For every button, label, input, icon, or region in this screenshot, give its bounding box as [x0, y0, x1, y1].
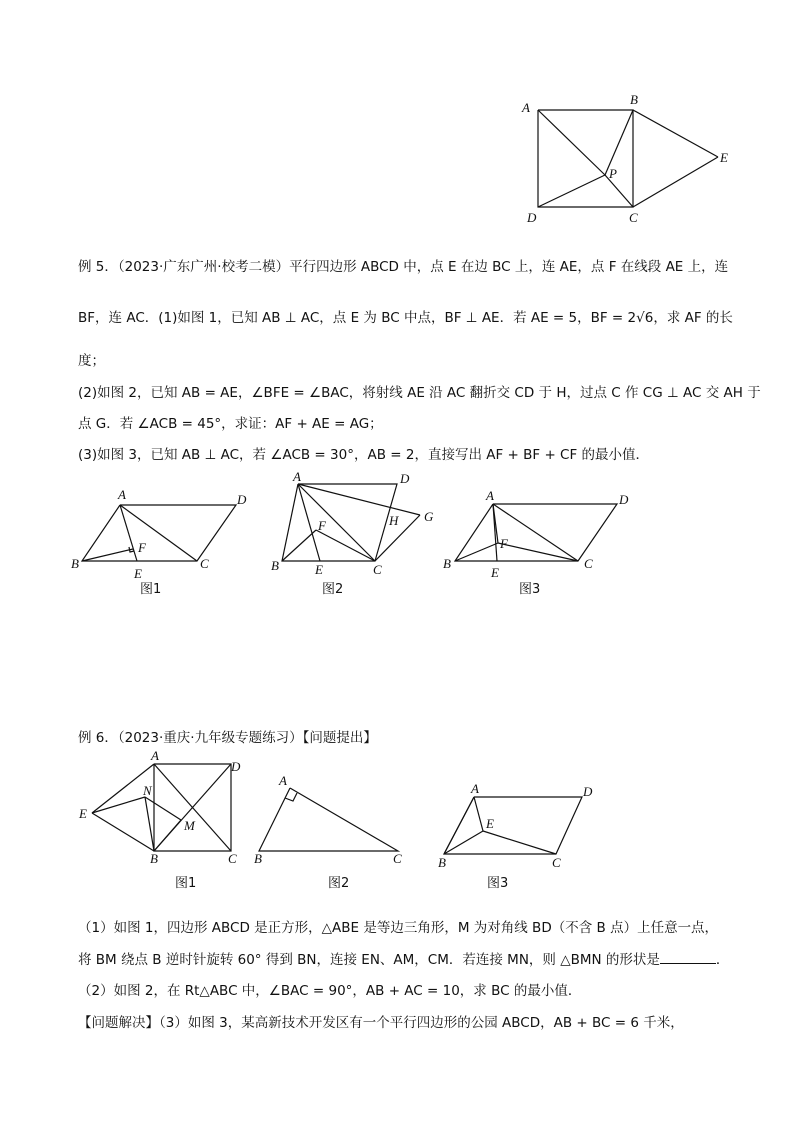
ex6-q2: （2）如图 2，在 Rt△ABC 中，∠BAC = 90°，AB + AC = 10，求 BC 的最小值． [78, 983, 582, 999]
ex6-fig1-label-B: B [150, 851, 158, 866]
label-A: A [522, 100, 530, 115]
ex6-fig1-label-A: A [151, 748, 159, 763]
label-B: B [630, 92, 638, 107]
ex5-fig2 [271, 469, 434, 597]
ex6-fig2 [254, 773, 402, 891]
ex5-line6: (3)如图 3，已知 AB ⊥ AC，若 ∠ACB = 30°，AB = 2，直接写出 AF + BF + CF 的最小值． [78, 447, 650, 463]
ex5-fig3-label-E: E [491, 565, 499, 580]
ex6-fig2-label-A: A [279, 773, 287, 788]
ex6-q1b: 将 BM 绕点 B 逆时针旋转 60° 得到 BN，连接 EN、AM，CM．若连接 MN，则 △BMN 的形状是 [78, 952, 660, 968]
ex5-fig3-caption: 图3 [519, 582, 541, 597]
ex6-figures [0, 750, 800, 900]
ex6-fig3-label-C: C [552, 855, 561, 870]
ex5-fig3-label-D: D [619, 492, 629, 507]
ex5-fig3-label-C: C [584, 556, 593, 571]
ex5-fig2-label-B: B [271, 558, 279, 573]
ex5-line3: 度； [78, 353, 105, 369]
ex6-fig1 [78, 748, 241, 891]
ex6-fig1-label-C: C [228, 851, 237, 866]
top-figure [0, 0, 800, 230]
top-figure-svg [0, 0, 800, 230]
ex5-fig2-label-C: C [373, 562, 382, 577]
ex6-fig1-caption: 图1 [175, 876, 197, 891]
label-D: D [527, 210, 537, 225]
ex6-fig3-label-B: B [438, 855, 446, 870]
ex6-q1b-end: ． [715, 952, 730, 968]
ex6-fig1-label-E: E [79, 806, 87, 821]
ex5-line2: BF，连 AC．(1)如图 1，已知 AB ⊥ AC，点 E 为 BC 中点，BF ⊥ AE．若 AE = 5，BF = 2√6，求 AF 的长 [78, 310, 733, 326]
ex5-fig3 [443, 488, 629, 597]
ex5-fig1-caption: 图1 [140, 582, 162, 597]
ex5-fig1-label-C: C [200, 556, 209, 571]
ex6-fig3 [438, 781, 593, 891]
answer-blank [660, 949, 716, 964]
ex6-q3: 【问题解决】（3）如图 3，某高新技术开发区有一个平行四边形的公园 ABCD，AB + BC = 6 千米， [78, 1015, 684, 1031]
ex5-fig1-label-D: D [237, 492, 247, 507]
ex5-line1: 例 5．（2023·广东广州·校考二模）平行四边形 ABCD 中，点 E 在边 BC 上，连 AE，点 F 在线段 AE 上，连 [78, 259, 729, 275]
ex5-fig2-label-D: D [400, 471, 410, 486]
ex5-figures [0, 470, 800, 610]
ex6-fig1-label-D: D [231, 759, 241, 774]
ex5-fig1 [71, 487, 247, 597]
ex5-fig3-label-A: A [486, 488, 494, 503]
ex5-fig2-label-G: G [424, 509, 434, 524]
ex6-fig2-label-C: C [393, 851, 402, 866]
ex5-fig2-label-A: A [293, 469, 301, 484]
ex5-fig2-caption: 图2 [322, 582, 344, 597]
ex5-fig1-label-B: B [71, 556, 79, 571]
label-P: P [609, 166, 617, 181]
ex5-line5: 点 G．若 ∠ACB = 45°，求证：AF + AE = AG； [78, 416, 383, 432]
ex6-fig3-label-A: A [471, 781, 479, 796]
ex6-header: 例 6．（2023·重庆·九年级专题练习）【问题提出】 [78, 730, 377, 746]
ex5-fig2-label-H: H [389, 513, 399, 528]
ex6-q1b-line [78, 949, 730, 970]
ex6-fig2-label-B: B [254, 851, 262, 866]
ex6-fig3-label-D: D [583, 784, 593, 799]
ex6-fig3-label-E: E [486, 816, 494, 831]
ex6-fig1-label-N: N [143, 783, 152, 798]
ex5-fig2-label-F: F [318, 518, 326, 533]
ex5-fig2-label-E: E [315, 562, 323, 577]
ex5-fig1-label-E: E [134, 566, 142, 581]
ex5-fig1-label-A: A [118, 487, 126, 502]
label-C: C [629, 210, 638, 225]
ex5-fig1-label-F: F [138, 540, 146, 555]
ex6-fig1-label-M: M [184, 818, 195, 833]
ex5-fig3-label-B: B [443, 556, 451, 571]
ex6-fig3-caption: 图3 [487, 876, 509, 891]
label-E: E [720, 150, 728, 165]
ex5-fig3-label-F: F [500, 536, 508, 551]
ex6-q1a: （1）如图 1，四边形 ABCD 是正方形，△ABE 是等边三角形，M 为对角线 BD（不含 B 点）上任意一点， [78, 920, 719, 936]
ex5-line4: (2)如图 2，已知 AB = AE，∠BFE = ∠BAC，将射线 AE 沿 AC 翻折交 CD 于 H，过点 C 作 CG ⊥ AC 交 AH 于 [78, 385, 761, 401]
ex6-fig2-caption: 图2 [328, 876, 350, 891]
